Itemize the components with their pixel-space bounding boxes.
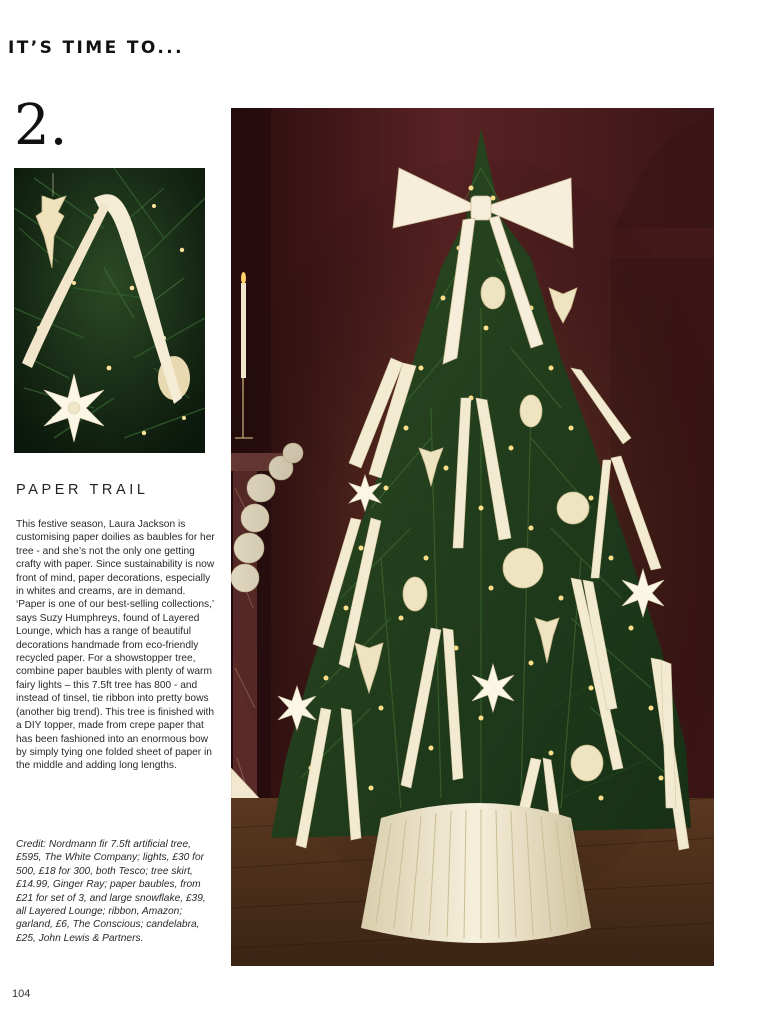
page-number: 104 xyxy=(12,988,31,1000)
detail-photo xyxy=(14,168,205,453)
detail-photo-illustration xyxy=(14,168,205,453)
christmas-tree-illustration xyxy=(231,108,714,966)
section-heading: PAPER TRAIL xyxy=(16,482,149,498)
item-number: 2. xyxy=(14,93,68,158)
body-paragraph: This festive season, Laura Jackson is customising paper doilies as baubles for her tree - and she’s not the only one getting crafty with paper. Since sustainability is now front of mind, paper decorations, especially in whites and creams, are in demand. ‘Paper is one of our best-selling collections,’ says Suzy Humphreys, found of Layered Lounge, which has a range of beautiful decorations handmade from eco-friendly recycled paper. For a showstopper tree, combine paper baubles with plenty of warm fairy lights – this 7.5ft tree has 800 - and instead of tinsel, tie ribbon into pretty bows (another big trend). This tree is finished with a DIY topper, made from crepe paper that has been fashioned into an enormous bow by simply tying one folded sheet of paper in the middle and adding long lengths. xyxy=(16,519,215,772)
section-kicker: IT’S TIME TO... xyxy=(8,38,184,58)
product-credits: Credit: Nordmann fir 7.5ft artificial tree, £595, The White Company; lights, £30 for 500, £18 for 300, both Tesco; tree skirt, £14.99, Ginger Ray; paper baubles, from £21 for set of 3, and large snowflake, £39, all Layered Lounge; ribbon, Amazon; garland, £6, The Conscious; candelabra, £25, John Lewis & Partners. xyxy=(16,839,206,944)
christmas-tree-photo xyxy=(231,108,714,966)
